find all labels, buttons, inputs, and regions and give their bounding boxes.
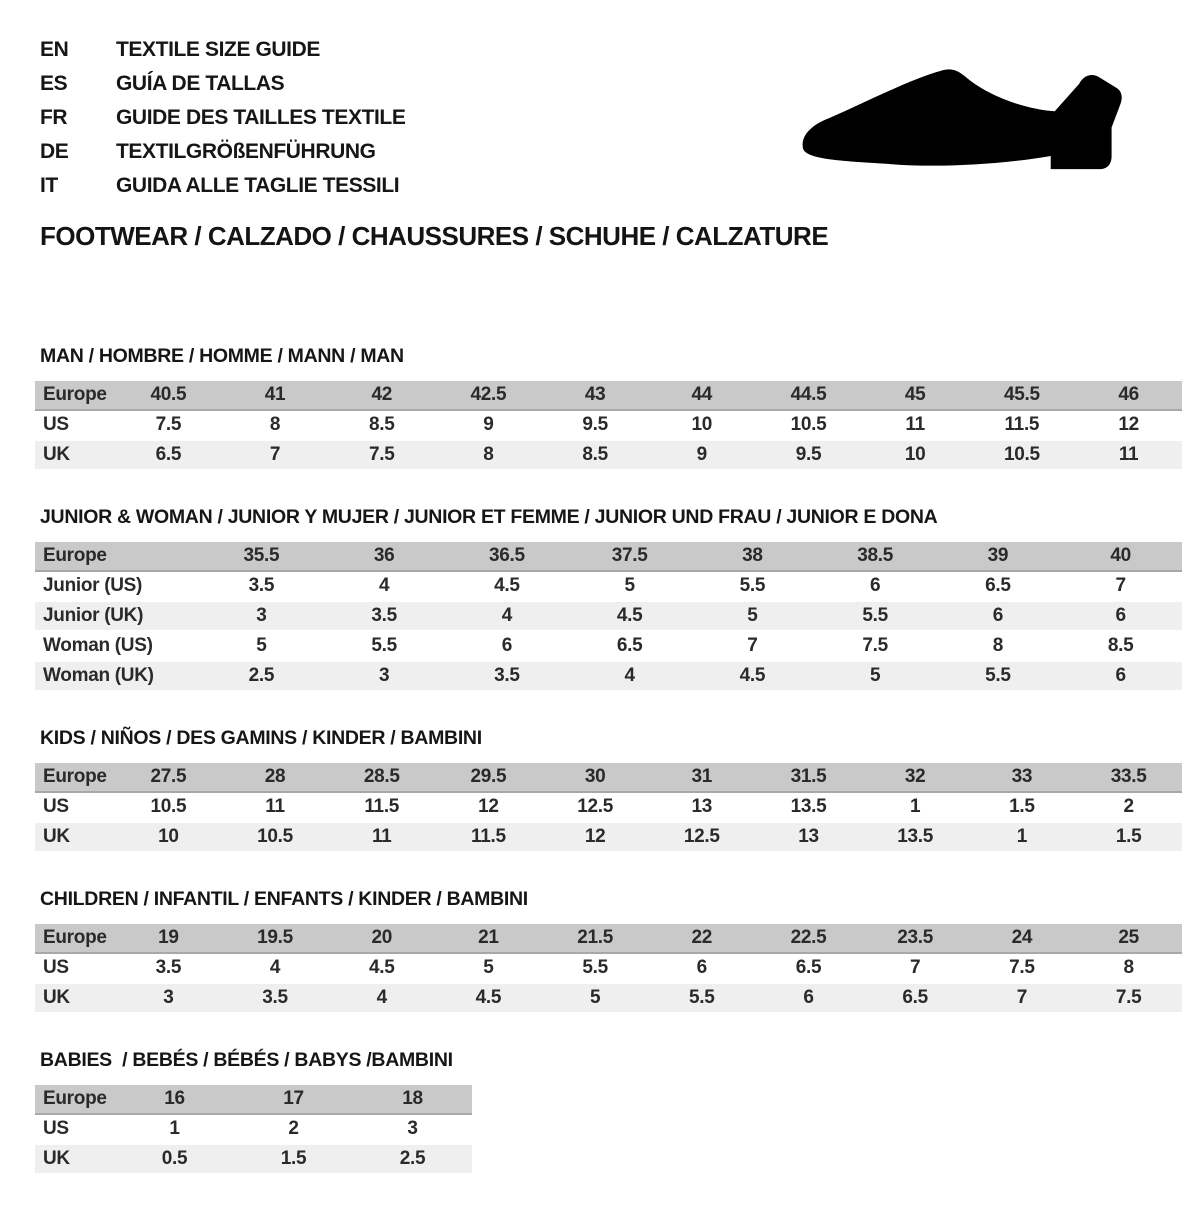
table-header-row bbox=[35, 1085, 472, 1115]
size-cell: 11.5 bbox=[969, 411, 1076, 441]
size-cell: 0.5 bbox=[115, 1145, 234, 1175]
size-cell: 1.5 bbox=[1075, 823, 1182, 853]
table-header-row bbox=[35, 381, 1182, 411]
size-cell: 2.5 bbox=[353, 1145, 472, 1175]
language-title-list bbox=[40, 33, 405, 203]
table-row bbox=[35, 823, 1182, 853]
size-cell: 19.5 bbox=[222, 924, 329, 954]
size-cell: 5.5 bbox=[542, 954, 649, 984]
size-cell: 11 bbox=[1075, 441, 1182, 471]
size-cell: 20 bbox=[328, 924, 435, 954]
size-cell: 6 bbox=[446, 632, 569, 662]
row-label-cell: US bbox=[35, 1115, 115, 1145]
size-cell: 12.5 bbox=[648, 823, 755, 853]
size-cell: 33 bbox=[969, 763, 1076, 793]
size-cell: 4 bbox=[328, 984, 435, 1014]
language-row bbox=[40, 33, 405, 67]
row-label-cell: Europe bbox=[35, 924, 115, 954]
size-cell: 9.5 bbox=[542, 411, 649, 441]
size-cell: 1 bbox=[969, 823, 1076, 853]
row-label-cell: US bbox=[35, 793, 115, 823]
section-title: MAN / HOMBRE / HOMME / MANN / MAN bbox=[40, 345, 404, 367]
size-cell: 12 bbox=[435, 793, 542, 823]
size-cell: 4.5 bbox=[691, 662, 814, 692]
size-cell: 6 bbox=[648, 954, 755, 984]
size-table bbox=[35, 763, 1182, 853]
size-cell: 21.5 bbox=[542, 924, 649, 954]
size-cell: 11 bbox=[328, 823, 435, 853]
size-table-section bbox=[35, 345, 1182, 471]
size-cell: 33.5 bbox=[1075, 763, 1182, 793]
size-cell: 9 bbox=[435, 411, 542, 441]
row-label-cell: US bbox=[35, 411, 115, 441]
size-cell: 22 bbox=[648, 924, 755, 954]
size-cell: 11.5 bbox=[435, 823, 542, 853]
size-table bbox=[35, 1085, 472, 1175]
size-cell: 45.5 bbox=[969, 381, 1076, 411]
size-cell: 6 bbox=[937, 602, 1060, 632]
table-row bbox=[35, 441, 1182, 471]
language-code: EN bbox=[40, 38, 69, 61]
table-row bbox=[35, 632, 1182, 662]
size-table-section bbox=[35, 1049, 1182, 1175]
row-label-cell: US bbox=[35, 954, 115, 984]
size-cell: 42 bbox=[328, 381, 435, 411]
size-cell: 3 bbox=[115, 984, 222, 1014]
row-label-cell: UK bbox=[35, 1145, 115, 1175]
size-cell: 12.5 bbox=[542, 793, 649, 823]
size-cell: 6.5 bbox=[755, 954, 862, 984]
size-cell: 10 bbox=[115, 823, 222, 853]
size-cell: 36 bbox=[323, 542, 446, 572]
size-cell: 1 bbox=[862, 793, 969, 823]
size-cell: 4.5 bbox=[568, 602, 691, 632]
row-label-cell: Europe bbox=[35, 542, 200, 572]
size-cell: 3 bbox=[353, 1115, 472, 1145]
size-cell: 8.5 bbox=[1059, 632, 1182, 662]
size-cell: 10 bbox=[648, 411, 755, 441]
size-cell: 4.5 bbox=[446, 572, 569, 602]
language-row bbox=[40, 169, 405, 203]
size-cell: 6.5 bbox=[937, 572, 1060, 602]
size-cell: 40.5 bbox=[115, 381, 222, 411]
size-cell: 10.5 bbox=[755, 411, 862, 441]
size-cell: 13 bbox=[755, 823, 862, 853]
size-cell: 35.5 bbox=[200, 542, 323, 572]
size-cell: 5 bbox=[814, 662, 937, 692]
size-cell: 7 bbox=[969, 984, 1076, 1014]
row-label-cell: Woman (UK) bbox=[35, 662, 200, 692]
size-cell: 6 bbox=[755, 984, 862, 1014]
size-cell: 4 bbox=[568, 662, 691, 692]
size-cell: 18 bbox=[353, 1085, 472, 1115]
size-cell: 5 bbox=[568, 572, 691, 602]
size-cell: 5.5 bbox=[323, 632, 446, 662]
size-cell: 7 bbox=[1059, 572, 1182, 602]
size-cell: 28 bbox=[222, 763, 329, 793]
size-cell: 43 bbox=[542, 381, 649, 411]
size-cell: 7 bbox=[691, 632, 814, 662]
size-cell: 7.5 bbox=[969, 954, 1076, 984]
language-code: IT bbox=[40, 174, 58, 197]
size-cell: 45 bbox=[862, 381, 969, 411]
section-title: CHILDREN / INFANTIL / ENFANTS / KINDER / BAMBINI bbox=[40, 888, 528, 910]
size-cell: 4.5 bbox=[328, 954, 435, 984]
size-cell: 22.5 bbox=[755, 924, 862, 954]
size-cell: 3 bbox=[323, 662, 446, 692]
size-table bbox=[35, 924, 1182, 1014]
size-cell: 46 bbox=[1075, 381, 1182, 411]
size-cell: 3.5 bbox=[222, 984, 329, 1014]
size-cell: 9 bbox=[648, 441, 755, 471]
row-label-cell: Woman (US) bbox=[35, 632, 200, 662]
size-cell: 8 bbox=[222, 411, 329, 441]
size-cell: 36.5 bbox=[446, 542, 569, 572]
size-cell: 40 bbox=[1059, 542, 1182, 572]
size-cell: 25 bbox=[1075, 924, 1182, 954]
size-cell: 11.5 bbox=[328, 793, 435, 823]
size-table bbox=[35, 381, 1182, 471]
size-cell: 11 bbox=[862, 411, 969, 441]
language-code: ES bbox=[40, 72, 68, 95]
size-cell: 8 bbox=[937, 632, 1060, 662]
size-cell: 44 bbox=[648, 381, 755, 411]
size-cell: 7 bbox=[862, 954, 969, 984]
size-cell: 4 bbox=[222, 954, 329, 984]
size-cell: 41 bbox=[222, 381, 329, 411]
language-title: TEXTILE SIZE GUIDE bbox=[116, 38, 320, 61]
size-cell: 10.5 bbox=[969, 441, 1076, 471]
size-cell: 6.5 bbox=[568, 632, 691, 662]
section-title: KIDS / NIÑOS / DES GAMINS / KINDER / BAMBINI bbox=[40, 727, 482, 749]
size-cell: 1 bbox=[115, 1115, 234, 1145]
row-label-cell: UK bbox=[35, 441, 115, 471]
size-cell: 4 bbox=[446, 602, 569, 632]
size-cell: 32 bbox=[862, 763, 969, 793]
size-cell: 24 bbox=[969, 924, 1076, 954]
size-cell: 8 bbox=[1075, 954, 1182, 984]
table-row bbox=[35, 411, 1182, 441]
size-cell: 9.5 bbox=[755, 441, 862, 471]
size-cell: 2.5 bbox=[200, 662, 323, 692]
size-cell: 3.5 bbox=[446, 662, 569, 692]
language-title: GUIDA ALLE TAGLIE TESSILI bbox=[116, 174, 400, 197]
size-cell: 10.5 bbox=[222, 823, 329, 853]
size-cell: 13 bbox=[648, 793, 755, 823]
size-cell: 31.5 bbox=[755, 763, 862, 793]
size-cell: 5 bbox=[435, 954, 542, 984]
size-cell: 4.5 bbox=[435, 984, 542, 1014]
size-cell: 17 bbox=[234, 1085, 353, 1115]
size-table bbox=[35, 542, 1182, 692]
language-code: FR bbox=[40, 106, 68, 129]
row-label-cell: Europe bbox=[35, 1085, 115, 1115]
language-title: GUIDE DES TAILLES TEXTILE bbox=[116, 106, 406, 129]
table-header-row bbox=[35, 924, 1182, 954]
size-cell: 23.5 bbox=[862, 924, 969, 954]
size-cell: 8.5 bbox=[328, 411, 435, 441]
table-row bbox=[35, 954, 1182, 984]
size-cell: 38.5 bbox=[814, 542, 937, 572]
size-cell: 1.5 bbox=[969, 793, 1076, 823]
size-cell: 39 bbox=[937, 542, 1060, 572]
size-cell: 19 bbox=[115, 924, 222, 954]
size-cell: 5.5 bbox=[814, 602, 937, 632]
size-cell: 8 bbox=[435, 441, 542, 471]
size-cell: 4 bbox=[323, 572, 446, 602]
size-cell: 13.5 bbox=[862, 823, 969, 853]
table-row bbox=[35, 662, 1182, 692]
size-cell: 13.5 bbox=[755, 793, 862, 823]
size-cell: 31 bbox=[648, 763, 755, 793]
row-label-cell: Europe bbox=[35, 381, 115, 411]
size-table-section bbox=[35, 888, 1182, 1014]
table-row bbox=[35, 602, 1182, 632]
table-header-row bbox=[35, 763, 1182, 793]
size-cell: 2 bbox=[1075, 793, 1182, 823]
language-title: GUÍA DE TALLAS bbox=[116, 72, 285, 95]
size-cell: 30 bbox=[542, 763, 649, 793]
section-title: BABIES / BEBÉS / BÉBÉS / BABYS /BAMBINI bbox=[40, 1049, 453, 1071]
size-table-section bbox=[35, 506, 1182, 692]
size-cell: 7 bbox=[222, 441, 329, 471]
category-line: FOOTWEAR / CALZADO / CHAUSSURES / SCHUHE / CALZATURE bbox=[40, 221, 829, 251]
size-cell: 10.5 bbox=[115, 793, 222, 823]
size-cell: 3.5 bbox=[200, 572, 323, 602]
table-row bbox=[35, 793, 1182, 823]
size-cell: 29.5 bbox=[435, 763, 542, 793]
table-row bbox=[35, 1115, 472, 1145]
size-cell: 6.5 bbox=[115, 441, 222, 471]
language-code: DE bbox=[40, 140, 69, 163]
table-row bbox=[35, 984, 1182, 1014]
size-cell: 44.5 bbox=[755, 381, 862, 411]
size-cell: 1.5 bbox=[234, 1145, 353, 1175]
language-row bbox=[40, 101, 405, 135]
size-cell: 6.5 bbox=[862, 984, 969, 1014]
row-label-cell: Europe bbox=[35, 763, 115, 793]
size-cell: 7.5 bbox=[115, 411, 222, 441]
shoe-icon bbox=[795, 62, 1140, 187]
size-cell: 5.5 bbox=[937, 662, 1060, 692]
language-row bbox=[40, 67, 405, 101]
size-cell: 5 bbox=[691, 602, 814, 632]
size-cell: 21 bbox=[435, 924, 542, 954]
size-cell: 37.5 bbox=[568, 542, 691, 572]
table-header-row bbox=[35, 542, 1182, 572]
size-cell: 8.5 bbox=[542, 441, 649, 471]
size-cell: 11 bbox=[222, 793, 329, 823]
size-cell: 5.5 bbox=[648, 984, 755, 1014]
row-label-cell: Junior (UK) bbox=[35, 602, 200, 632]
size-cell: 10 bbox=[862, 441, 969, 471]
language-row bbox=[40, 135, 405, 169]
size-cell: 7.5 bbox=[1075, 984, 1182, 1014]
size-cell: 12 bbox=[542, 823, 649, 853]
size-cell: 6 bbox=[814, 572, 937, 602]
size-cell: 5 bbox=[542, 984, 649, 1014]
size-cell: 3.5 bbox=[323, 602, 446, 632]
size-cell: 3.5 bbox=[115, 954, 222, 984]
size-cell: 7.5 bbox=[328, 441, 435, 471]
size-cell: 38 bbox=[691, 542, 814, 572]
language-title: TEXTILGRÖßENFÜHRUNG bbox=[116, 140, 376, 163]
table-row bbox=[35, 572, 1182, 602]
size-cell: 16 bbox=[115, 1085, 234, 1115]
size-cell: 2 bbox=[234, 1115, 353, 1145]
row-label-cell: Junior (US) bbox=[35, 572, 200, 602]
size-cell: 12 bbox=[1075, 411, 1182, 441]
size-table-section bbox=[35, 727, 1182, 853]
size-cell: 28.5 bbox=[328, 763, 435, 793]
row-label-cell: UK bbox=[35, 823, 115, 853]
row-label-cell: UK bbox=[35, 984, 115, 1014]
size-cell: 6 bbox=[1059, 602, 1182, 632]
table-row bbox=[35, 1145, 472, 1175]
size-cell: 5.5 bbox=[691, 572, 814, 602]
size-cell: 5 bbox=[200, 632, 323, 662]
size-cell: 3 bbox=[200, 602, 323, 632]
size-cell: 42.5 bbox=[435, 381, 542, 411]
size-tables bbox=[35, 345, 1182, 1210]
size-cell: 6 bbox=[1059, 662, 1182, 692]
size-cell: 7.5 bbox=[814, 632, 937, 662]
section-title: JUNIOR & WOMAN / JUNIOR Y MUJER / JUNIOR ET FEMME / JUNIOR UND FRAU / JUNIOR E DONA bbox=[40, 506, 938, 528]
size-cell: 27.5 bbox=[115, 763, 222, 793]
